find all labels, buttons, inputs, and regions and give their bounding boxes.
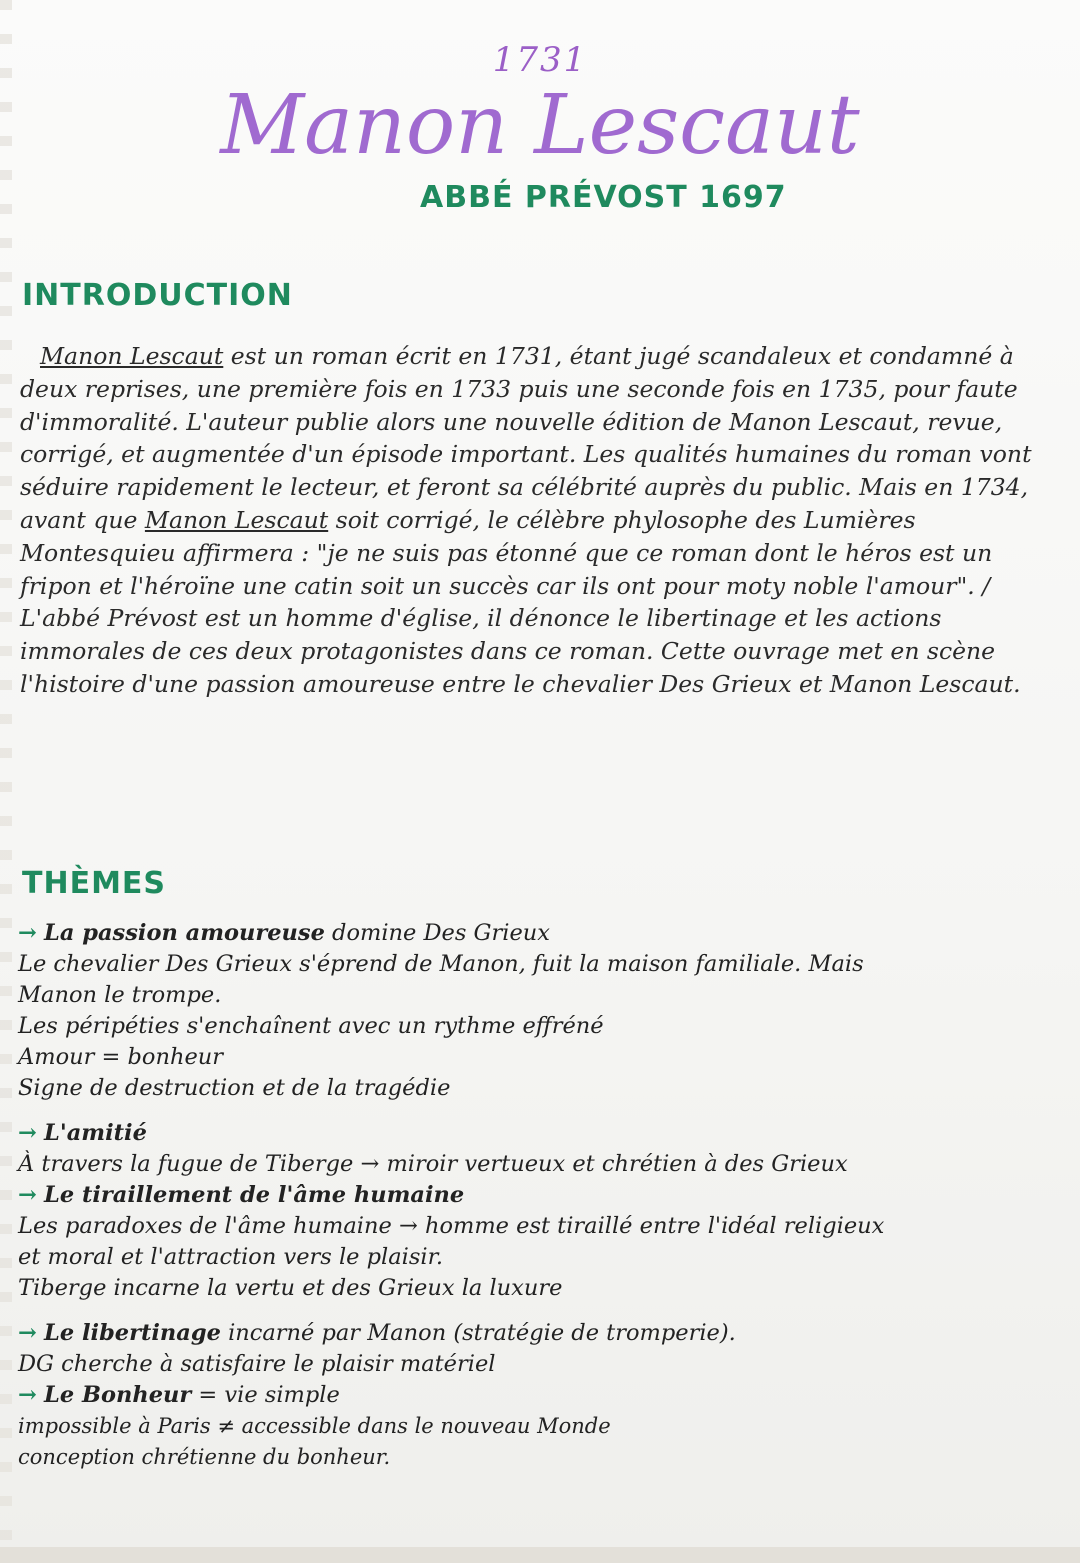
arrow-icon: → [18,1382,37,1408]
header-year: 1731 [492,40,588,80]
introduction-paragraph [20,340,1060,701]
theme-line: DG cherche à satisfaire le plaisir matériel [18,1351,496,1377]
arrow-icon: → [18,1320,37,1346]
book-title-underlined: Manon Lescaut [40,342,224,370]
intro-text-part-1: est un roman écrit en 1731, étant jugé scandaleux et condamné à deux reprises, une première fois en 1733 puis une seconde fois en 1735, pour faute d'immoralité. L'auteur publie alors une nouvelle édition de Manon Lescaut, revue, corrigé, et augmentée d'un épisode important. Les qualités humaines du roman vont séduire rapidement le lecteur, et feront sa célébrité auprès du public. Mais en 1734, avant que [20,342,1032,534]
intro-text-part-2: soit corrigé, le célèbre phylosophe des Lumières Montesquieu affirmera : "je ne suis pas étonné que ce roman dont le héros est un fripon et l'héroïne une catin soit un succès car ils ont pour moty noble l'amour". / L'abbé Prévost est un homme d'église, il dénonce le libertinage et les actions immorales de ces deux protagonistes dans ce roman. Cette ouvrage met en scène l'histoire d'une passion amoureuse entre le chevalier Des Grieux et Manon Lescaut. [20,505,1021,698]
arrow-icon: → [18,920,37,946]
theme-line: impossible à Paris ≠ accessible dans le nouveau Monde [18,1414,611,1438]
theme-line: Le chevalier Des Grieux s'éprend de Manon, fuit la maison familiale. Mais [18,951,864,977]
book-title-underlined-inline: Manon Lescaut [144,505,329,534]
author-line: ABBÉ PRÉVOST 1697 [420,180,787,215]
theme-line: À travers la fugue de Tiberge → miroir vertueux et chrétien à des Grieux [18,1151,848,1177]
theme-tiraillement-heading: → Le tiraillement de l'âme humaine [18,1182,465,1208]
theme-line: Tiberge incarne la vertu et des Grieux la luxure [18,1275,563,1301]
page-title: Manon Lescaut [220,78,860,173]
theme-amitie-heading: → L'amitié [18,1120,147,1146]
theme-line: Les péripéties s'enchaînent avec un rythme effréné [18,1013,604,1039]
theme-line: Manon le trompe. [18,982,222,1008]
theme-bonheur-heading: → Le Bonheur = vie simple [18,1382,340,1408]
themes-heading: THÈMES [22,866,167,901]
theme-line: Les paradoxes de l'âme humaine → homme est tiraillé entre l'idéal religieux [18,1213,885,1239]
binding-holes [0,0,12,1563]
theme-libertinage-heading: → Le libertinage incarné par Manon (stratégie de tromperie). [18,1320,736,1346]
themes-list [18,918,1063,1473]
page-bottom-edge [0,1547,1080,1563]
theme-passion-heading: → La passion amoureuse domine Des Grieux [18,920,550,946]
theme-line: Amour = bonheur [18,1044,224,1070]
theme-line: et moral et l'attraction vers le plaisir. [18,1244,444,1270]
theme-line: Signe de destruction et de la tragédie [18,1075,451,1101]
introduction-heading: INTRODUCTION [22,278,293,313]
arrow-icon: → [18,1120,37,1146]
arrow-icon: → [18,1182,37,1208]
theme-line: conception chrétienne du bonheur. [18,1445,391,1469]
